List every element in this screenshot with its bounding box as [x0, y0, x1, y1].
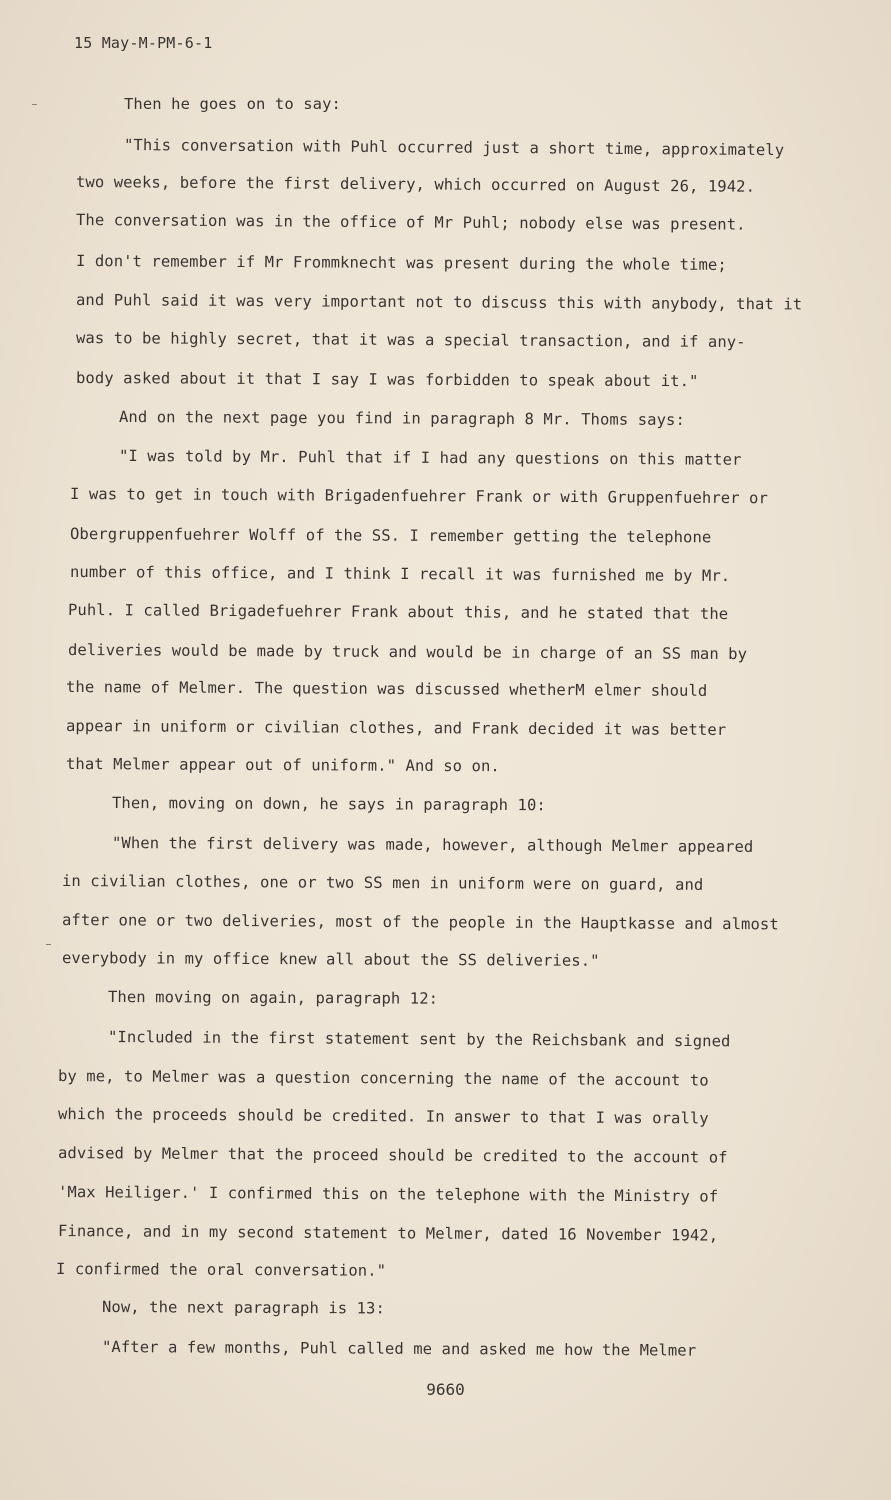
page-header: 15 May-M-PM-6-1 [74, 34, 213, 52]
text-line: Then he goes on to say: [124, 95, 341, 113]
text-line: after one or two deliveries, most of the people in the Hauptkasse and almost [61, 911, 779, 934]
text-line: which the proceeds should be credited. In answer to that I was orally [57, 1105, 709, 1128]
text-line: 'Max Heiliger.' I confirmed this on the telephone with the Ministry of [57, 1183, 719, 1206]
text-line: Finance, and in my second statement to Melmer, dated 16 November 1942, [57, 1222, 719, 1245]
text-line: "Included in the first statement sent by the Reichsbank and signed [107, 1028, 731, 1051]
text-line: in civilian clothes, one or two SS men in uniform were on guard, and [61, 872, 704, 894]
text-line: Obergruppenfuehrer Wolff of the SS. I remember getting the telephone [69, 525, 712, 547]
text-line: two weeks, before the first delivery, which occurred on August 26, 1942. [75, 173, 756, 196]
text-line: I was to get in touch with Brigadenfuehrer Frank or with Gruppenfuehrer or [69, 485, 768, 508]
text-line: Then moving on again, paragraph 12: [107, 988, 439, 1008]
text-line: and Puhl said it was very important not to discuss this with anybody, that it [75, 291, 803, 314]
text-line: And on the next page you find in paragraph 8 Mr. Thoms says: [118, 408, 685, 429]
text-line: Then, moving on down, he says in paragraph 10: [111, 794, 546, 815]
text-line: "This conversation with Puhl occurred just a short time, approximately [123, 136, 785, 160]
text-line: that Melmer appear out of uniform." And so on. [65, 755, 500, 776]
text-line: I don't remember if Mr Frommknecht was present during the whole time; [75, 252, 727, 274]
text-line: everybody in my office knew all about the SS deliveries." [61, 949, 600, 970]
text-line: deliveries would be made by truck and would be in charge of an SS man by [67, 641, 748, 664]
text-line: "After a few months, Puhl called me and asked me how the Melmer [101, 1338, 697, 1360]
text-line: "When the first delivery was made, however, although Melmer appeared [111, 834, 754, 856]
page-number: 9660 [426, 1380, 465, 1399]
text-line: The conversation was in the office of Mr Puhl; nobody else was present. [75, 211, 746, 234]
text-line: by me, to Melmer was a question concerning the name of the account to [57, 1067, 709, 1090]
text-line: body asked about it that I say I was forbidden to speak about it." [75, 369, 699, 391]
text-line: Now, the next paragraph is 13: [101, 1298, 386, 1318]
text-line: appear in uniform or civilian clothes, and Frank decided it was better [65, 717, 727, 740]
text-line: was to be highly secret, that it was a special transaction, and if any- [75, 329, 746, 352]
text-line: the name of Melmer. The question was discussed whetherM elmer should [65, 678, 708, 700]
text-line: "I was told by Mr. Puhl that if I had any questions on this matter [118, 447, 742, 469]
text-line: number of this office, and I think I recall it was furnished me by Mr. [69, 563, 731, 586]
text-line: I confirmed the oral conversation." [55, 1260, 387, 1280]
text-line: Puhl. I called Brigadefuehrer Frank about this, and he stated that the [67, 601, 729, 624]
text-line: advised by Melmer that the proceed should be credited to the account of [57, 1144, 728, 1167]
